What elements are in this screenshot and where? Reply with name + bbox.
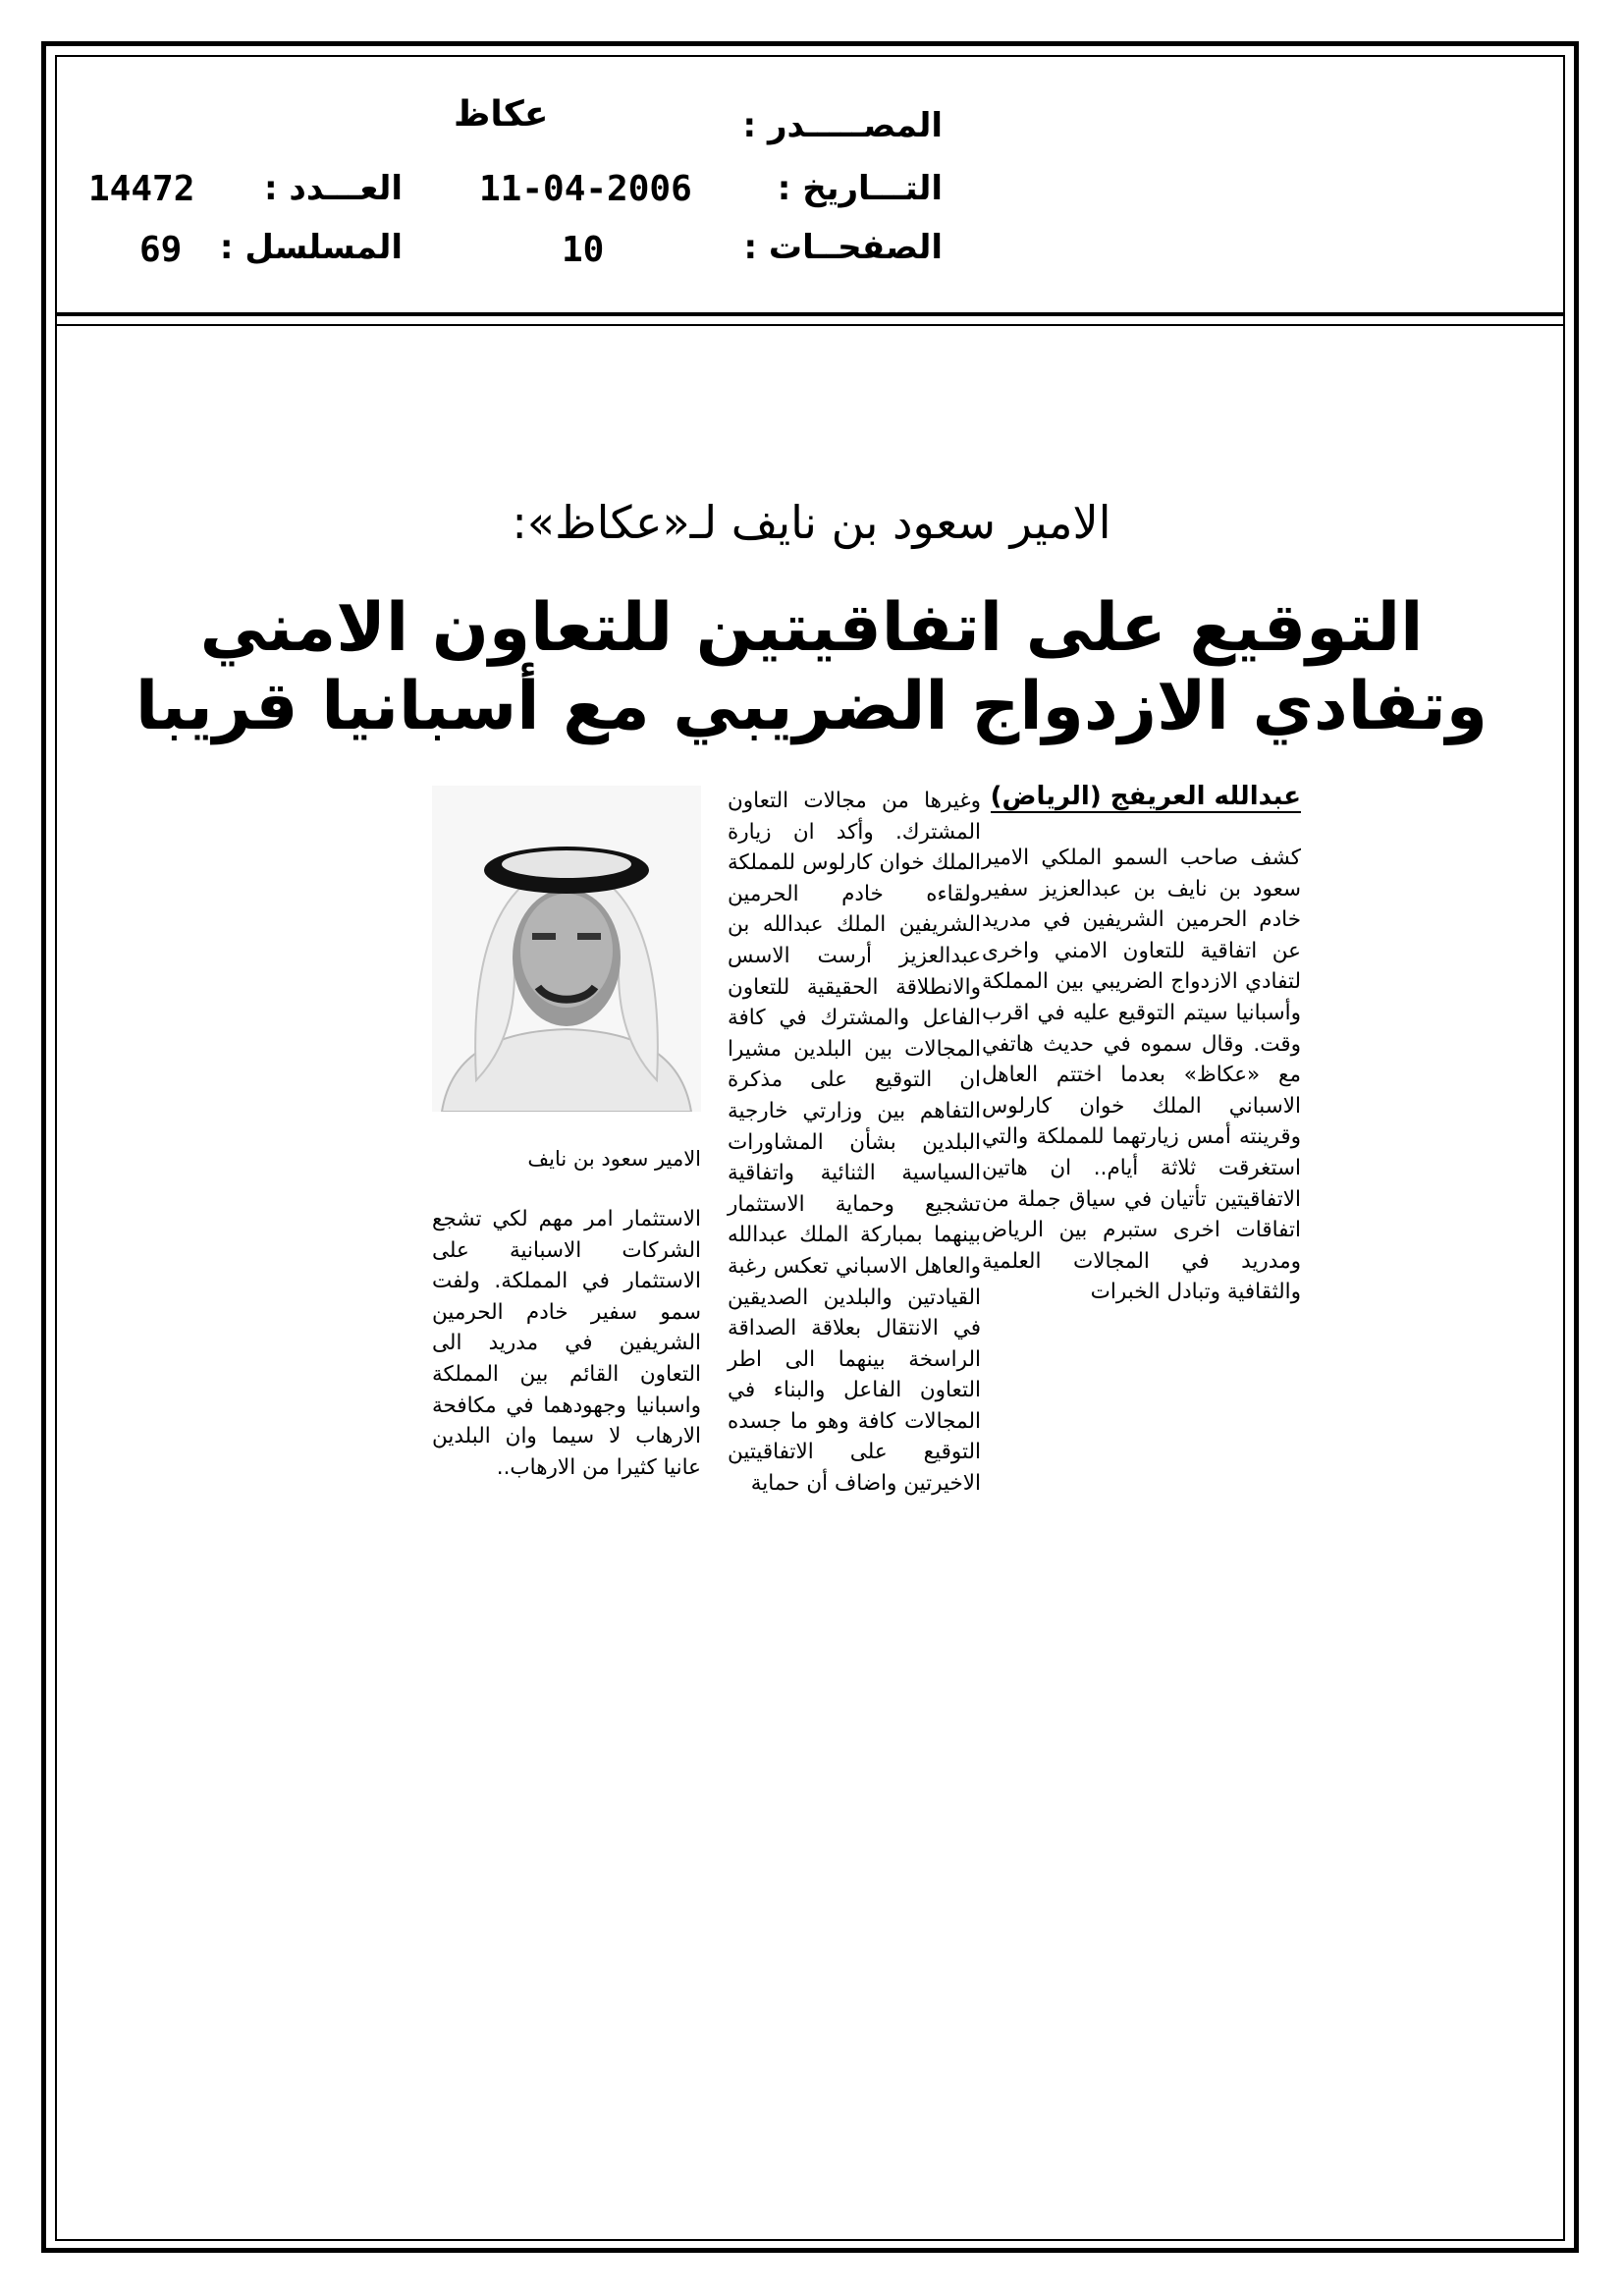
article-column-2: وغيرها من مجالات التعاون المشترك. وأكد ان زيارة الملك خوان كارلوس للمملكة ولقاءه خادم الحرمين الشريفين الملك عبدالله بن عبدالعزيز أرست الاسس والانطلاقة الحقيقية للتعاون الفاعل والمشترك في كافة المجالات بين البلدين مشيرا ان التوقيع على مذكرة التفاهم بين وزارتي خارجية البلدين بشأن المشاورات السياسية الثنائية واتفاقية تشجيع وحماية الاستثمار بينهما بمباركة الملك عبدالله والعاهل الاسباني تعكس رغبة القيادتين والبلدين الصديقين في الانتقال بعلاقة الصداقة الراسخة بينهما الى اطر التعاون الفاعل والبناء في المجالات كافة وهو ما جسده التوقيع على الاتفاقيتين الاخيرتين واضاف أن حماية xyxy=(728,789,981,1497)
article-column-1: كشف صاحب السمو الملكي الامير سعود بن نايف بن عبدالعزيز سفير خادم الحرمين الشريفين في مدريد عن اتفاقية للتعاون الامني واخرى لتفادي الازدواج الضريبي بين المملكة وأسبانيا سيتم التوقيع عليه في اقرب وقت. وقال سموه في حديث هاتفي مع «عكاظ» بعدما اختتم العاهل الاسباني الملك خوان كارلوس وقرينته أمس زيارتهما للمملكة والتي استغرقت ثلاثة أيام.. ان هاتين الاتفاقيتين تأتيان في سياق جملة من اتفاقات اخرى ستبرم بين الرياض ومدريد في المجالات العلمية والثقافية وتبادل الخبرات xyxy=(982,846,1301,1305)
pages-value: 10 xyxy=(562,230,605,270)
header-divider-thin xyxy=(55,324,1565,326)
article-column-3: الاستثمار امر مهم لكي تشجع الشركات الاسبانية على الاستثمار في المملكة. ولفت سمو سفير خادم الحرمين الشريفين في مدريد الى التعاون القائم بين المملكة واسبانيا وجهودهما في مكافحة الارهاب لا سيما وان البلدين عانيا كثيرا من الارهاب.. xyxy=(432,1207,701,1480)
date-value: 11-04-2006 xyxy=(479,169,692,209)
pages-label: الصفحــات : xyxy=(743,228,943,267)
headline-line-2: وتفادي الازدواج الضريبي مع أسبانيا قريبا xyxy=(135,668,1488,745)
byline xyxy=(982,782,1301,811)
serial-label: المسلسل : xyxy=(219,228,403,267)
source-value: عكاظ xyxy=(454,94,549,135)
portrait-photo xyxy=(432,786,701,1112)
issue-label: العـــدد : xyxy=(264,169,403,208)
portrait-illustration xyxy=(432,786,701,1112)
article-kicker: الامير سعود بن نايف لـ«عكاظ»: xyxy=(512,496,1111,549)
byline-text: عبدالله العريفج (الرياض) xyxy=(990,782,1301,811)
date-label: التـــاريخ : xyxy=(777,169,943,208)
serial-value: 69 xyxy=(139,230,183,270)
source-label: المصـــــدر : xyxy=(742,106,943,145)
header-divider xyxy=(55,312,1565,316)
photo-caption: الامير سعود بن نايف xyxy=(527,1147,701,1171)
headline-line-1: التوقيع على اتفاقيتين للتعاون الامني xyxy=(199,589,1424,667)
issue-value: 14472 xyxy=(88,169,195,209)
